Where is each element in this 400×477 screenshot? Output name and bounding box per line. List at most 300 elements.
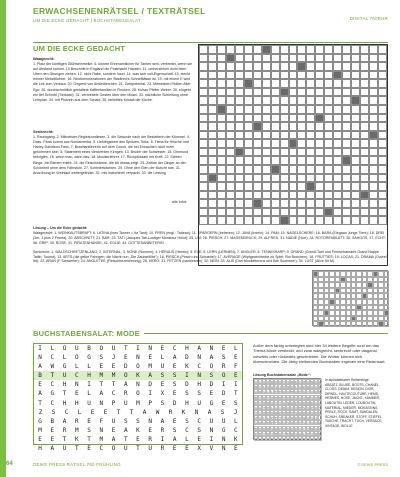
word-search-cell: C xyxy=(197,363,201,371)
crossword-cell xyxy=(217,216,226,225)
word-search-cell: G xyxy=(50,390,55,398)
word-search-cell: S xyxy=(185,390,189,398)
crossword-cell xyxy=(199,71,208,80)
word-search-cell: M xyxy=(136,399,140,407)
crossword-cell xyxy=(306,62,315,71)
mini-grid-cell: S xyxy=(271,427,273,431)
crossword-cell xyxy=(378,114,387,123)
mini-grid-cell: E xyxy=(295,381,297,384)
crossword-cell xyxy=(226,165,235,174)
word-search-cell: L xyxy=(62,354,67,362)
word-search-cell: E xyxy=(172,390,177,398)
word-search-cell: V xyxy=(209,445,214,453)
crossword-cell xyxy=(360,191,369,200)
mini-grid-cell: T xyxy=(279,417,281,421)
crossword-cell xyxy=(280,131,289,140)
crossword-cell xyxy=(271,199,280,208)
word-search-cell: N xyxy=(194,408,199,416)
word-search-cell: O xyxy=(136,390,140,398)
crossword-cell xyxy=(351,148,360,157)
down-heading: Senkrecht: xyxy=(33,129,54,134)
mini-grid-cell: J xyxy=(315,417,317,421)
crossword-cell xyxy=(244,156,253,165)
crossword-cell xyxy=(244,191,253,200)
crossword-cell xyxy=(297,199,306,208)
crossword-cell xyxy=(360,216,369,225)
mini-grid-cell: U xyxy=(291,437,293,441)
crossword-cell xyxy=(226,54,235,63)
mini-grid-cell: E xyxy=(319,386,321,390)
crossword-cell xyxy=(360,122,369,131)
crossword-cell xyxy=(217,62,226,71)
word-search-cell: P xyxy=(148,399,153,407)
mini-grid-cell: D xyxy=(283,391,285,395)
word-search-row xyxy=(34,344,242,353)
word-search-cell: A xyxy=(172,435,177,443)
mini-grid-cell: T xyxy=(283,381,285,384)
mini-grid-cell: F xyxy=(319,391,321,395)
crossword-cell xyxy=(235,174,244,183)
crossword-cell xyxy=(271,182,280,191)
word-search-cell: A xyxy=(142,408,147,416)
crossword-cell xyxy=(262,54,271,63)
crossword-cell xyxy=(244,71,253,80)
mini-grid-cell: E xyxy=(299,406,301,410)
crossword-cell xyxy=(342,71,351,80)
word-search-cell: T xyxy=(62,390,67,398)
mini-grid-cell: L xyxy=(271,391,273,395)
crossword-cell xyxy=(360,105,369,114)
crossword-cell xyxy=(342,54,351,63)
crossword-cell xyxy=(235,165,244,174)
crossword-cell xyxy=(226,96,235,105)
mini-grid-cell: N xyxy=(315,432,317,436)
word-search-cell: E xyxy=(123,354,128,362)
word-search-cell: A xyxy=(148,372,153,380)
word-search-cell: U xyxy=(62,372,67,380)
word-search-cell: S xyxy=(123,417,128,425)
mini-grid-cell: T xyxy=(319,406,321,410)
crossword-cell xyxy=(208,114,217,123)
puzzle1-title-box xyxy=(33,44,200,54)
word-search-cell: I xyxy=(38,345,42,352)
mini-grid-cell: E xyxy=(279,391,281,395)
mini-grid-cell: T xyxy=(283,432,285,436)
mini-grid-cell: C xyxy=(267,396,269,400)
word-search-cell: H xyxy=(197,381,201,389)
word-search-cell: N xyxy=(197,354,201,362)
crossword-cell xyxy=(369,96,378,105)
crossword-cell xyxy=(369,148,378,157)
crossword-cell xyxy=(297,88,306,97)
mini-grid-cell: E xyxy=(283,386,285,390)
crossword-cell xyxy=(324,199,333,208)
crossword-cell xyxy=(199,114,208,123)
crossword-cell xyxy=(297,62,306,71)
crossword-cell xyxy=(297,71,306,80)
word-search-cell: B xyxy=(87,345,91,352)
mini-grid-cell: H xyxy=(263,401,265,405)
crossword-cell xyxy=(378,71,387,80)
crossword-cell xyxy=(342,62,351,71)
mini-grid-cell: T xyxy=(255,412,257,415)
crossword-cell xyxy=(342,96,351,105)
crossword-cell xyxy=(369,191,378,200)
crossword-cell xyxy=(333,216,342,225)
crossword-cell xyxy=(369,105,378,114)
crossword-cell xyxy=(289,182,298,191)
mini-grid-cell: I xyxy=(291,406,293,410)
solution1-down: Senkrecht: 1. WALDSCHRETZENLANG; 2. INTERNAL; 3. NONE (Nonnen); 4. HERAUS (Herein); 5. EVE; 6. LERN (LERNEN); 7. ANGLER; 8. TENNISHARP; 9. GRAND (Grand-Tant und Fernsehansicht Grand Nappe Tatlin; Tourist); 13. ARTS (die gelbe Fehngen; die Nächt nun „Die Zauberflöte“); 16. PIRSCH (Pirsch und Schuebel); 17. AVERAGE (Wipfgewichtedre zu Spiel; Rot Brotchen); 18. FRUTTIES; 19. LOCAS; 21. DRAMA (Ouvrel Ibt); 22. ARAN (F Schwerter); 24. ANGLETEE (Fleischbezeichnung); 28. HERO; 31. FETZEN (nachletzen); 32. NEIN; 33. ALIS (Drei Musketierens und Bär Summeer); 34. LUST (Alice für M) xyxy=(33,249,387,264)
word-search-row xyxy=(34,426,242,435)
word-search-cell: A xyxy=(209,354,214,362)
word-search-cell: L xyxy=(234,345,238,352)
page-footer xyxy=(0,460,400,472)
crossword-cell xyxy=(369,45,378,54)
crossword-cell xyxy=(235,131,244,140)
crossword-cell xyxy=(351,88,360,97)
mini-grid-cell: R xyxy=(283,406,285,410)
crossword-cell xyxy=(262,174,271,183)
word-search-cell: B xyxy=(50,417,55,425)
crossword-cell xyxy=(262,114,271,123)
puzzle1-title: UM DIE ECKE GEDACHT xyxy=(33,44,126,53)
crossword-cell xyxy=(315,165,324,174)
word-search-cell: I xyxy=(209,435,214,443)
word-search-cell: R xyxy=(123,390,128,398)
word-search-cell: N xyxy=(38,354,42,362)
crossword-cell xyxy=(208,174,217,183)
crossword-cell xyxy=(351,156,360,165)
word-search-cell: U xyxy=(111,345,116,352)
crossword-cell xyxy=(306,191,315,200)
mini-grid-cell: L xyxy=(259,381,261,384)
crossword-cell xyxy=(217,45,226,54)
crossword-cell xyxy=(217,208,226,217)
crossword-cell xyxy=(315,191,324,200)
crossword-cell xyxy=(262,131,271,140)
crossword-cell xyxy=(217,131,226,140)
mini-grid-cell: C xyxy=(299,381,301,384)
mini-grid-cell: M xyxy=(267,427,269,431)
crossword-cell xyxy=(306,216,315,225)
word-search-cell: J xyxy=(111,354,116,362)
crossword-cell xyxy=(208,165,217,174)
word-search-cell: X xyxy=(160,390,165,398)
crossword-cell xyxy=(199,182,208,191)
word-search-cell: G xyxy=(209,399,214,407)
word-search-cell: T xyxy=(123,435,128,443)
crossword-cell xyxy=(360,174,369,183)
crossword-cell xyxy=(235,156,244,165)
word-search-cell: C xyxy=(50,381,55,389)
crossword-cell xyxy=(351,71,360,80)
word-search-cell: U xyxy=(221,417,226,425)
crossword-cell xyxy=(351,165,360,174)
crossword-cell xyxy=(360,54,369,63)
mini-grid-cell: O xyxy=(311,391,313,395)
crossword-cell xyxy=(324,79,333,88)
mini-grid-cell: I xyxy=(303,396,305,400)
mini-grid-cell: U xyxy=(295,391,297,395)
puzzle2-title: BUCHSTABENSALAT: MODE xyxy=(33,329,140,338)
crossword-cell xyxy=(199,88,208,97)
crossword-cell xyxy=(199,216,208,225)
crossword-cell xyxy=(297,122,306,131)
crossword-cell xyxy=(342,148,351,157)
word-search-cell: O xyxy=(111,445,116,453)
word-search-cell: H xyxy=(87,372,91,380)
crossword-cell xyxy=(315,139,324,148)
crossword-cell xyxy=(306,45,315,54)
mini-grid-cell: E xyxy=(271,437,273,441)
crossword-cell xyxy=(369,79,378,88)
word-search-cell: N xyxy=(148,417,153,425)
word-search-cell: D xyxy=(172,399,177,407)
word-search-cell: E xyxy=(185,445,189,453)
mini-grid-cell: R xyxy=(263,427,265,431)
word-search-cell: L xyxy=(77,408,82,416)
mini-grid-cell: A xyxy=(307,417,309,421)
word-search-cell: H xyxy=(38,445,42,453)
mini-grid-cell: E xyxy=(291,427,293,431)
mini-grid-cell: E xyxy=(271,417,273,421)
footer-text: DEIKE PRESS RÄTSEL 760 FRÜHLING xyxy=(33,462,121,467)
crossword-cell xyxy=(315,156,324,165)
crossword-cell xyxy=(342,139,351,148)
word-search-cell: O xyxy=(75,354,79,362)
word-search-cell: O xyxy=(123,372,128,380)
crossword-cell xyxy=(289,54,298,63)
mini-grid-cell: U xyxy=(279,422,281,426)
crossword-cell xyxy=(333,165,342,174)
crossword-cell xyxy=(244,216,253,225)
mini-grid-cell: S xyxy=(307,406,309,410)
mini-grid-cell: L xyxy=(271,406,273,410)
mini-grid-cell: J xyxy=(279,386,281,390)
page-number: 64 xyxy=(6,461,13,467)
mini-grid-cell: D xyxy=(315,406,317,410)
mini-grid-cell: E xyxy=(259,432,261,436)
crossword-cell xyxy=(306,148,315,157)
mini-grid-cell: R xyxy=(295,427,297,431)
crossword-cell xyxy=(208,131,217,140)
crossword-cell xyxy=(253,148,262,157)
crossword-cell xyxy=(297,148,306,157)
word-search-cell: G xyxy=(62,363,67,371)
word-search-cell: R xyxy=(62,426,67,434)
mini-grid-cell: S xyxy=(259,417,261,421)
mini-grid-cell: E xyxy=(315,381,317,384)
word-search-cell: F xyxy=(234,363,238,371)
mini-grid-cell: D xyxy=(303,386,305,390)
crossword-cell xyxy=(253,88,262,97)
mini-grid-cell: E xyxy=(299,422,301,426)
crossword-cell xyxy=(271,114,280,123)
crossword-cell xyxy=(217,191,226,200)
mini-grid-cell: N xyxy=(307,386,309,390)
mini-grid-cell: E xyxy=(267,406,269,410)
word-search-cell: S xyxy=(99,354,104,362)
crossword-cell xyxy=(324,165,333,174)
mini-grid-cell: G xyxy=(311,412,313,415)
crossword-cell xyxy=(333,54,342,63)
word-search-cell: K xyxy=(136,426,140,434)
mini-grid-cell: C xyxy=(307,422,309,426)
crossword-cell xyxy=(378,96,387,105)
crossword-cell xyxy=(235,62,244,71)
word-search-cell: A xyxy=(207,408,212,416)
word-search-cell: S xyxy=(185,417,189,425)
crossword-cell xyxy=(289,114,298,123)
crossword-cell xyxy=(280,216,289,225)
crossword-cell xyxy=(217,105,226,114)
word-search-cell: U xyxy=(111,417,116,425)
word-search-cell: C xyxy=(234,426,238,434)
mini-grid-cell: U xyxy=(263,437,265,441)
crossword-cell xyxy=(360,165,369,174)
word-search-cell: O xyxy=(136,363,140,371)
crossword-cell xyxy=(244,148,253,157)
crossword-cell xyxy=(199,199,208,208)
mini-grid-cell: T xyxy=(275,401,277,405)
word-search-cell: E xyxy=(221,399,226,407)
crossword-cell xyxy=(289,191,298,200)
crossword-cell xyxy=(289,156,298,165)
mini-grid-cell: E xyxy=(299,391,301,395)
word-search-cell: S xyxy=(197,390,201,398)
word-search-cell: M xyxy=(38,426,42,434)
crossword-cell xyxy=(297,54,306,63)
word-search-cell: S xyxy=(136,417,140,425)
word-search-cell: E xyxy=(172,445,177,453)
word-search-cell: E xyxy=(148,426,153,434)
crossword-cell xyxy=(253,45,262,54)
crossword-cell xyxy=(378,191,387,200)
mini-grid-cell: C xyxy=(259,412,261,415)
mini-grid-cell: S xyxy=(303,406,305,410)
mini-grid-cell: R xyxy=(295,437,297,441)
word-search-cell: D xyxy=(148,381,153,389)
word-search-cell: N xyxy=(209,345,214,352)
mini-grid-cell: K xyxy=(319,432,321,436)
word-search-cell: T xyxy=(75,445,79,453)
crossword-cell xyxy=(208,182,217,191)
crossword-cell xyxy=(253,122,262,131)
word-search-cell: J xyxy=(233,408,238,416)
word-search-cell: I xyxy=(160,435,165,443)
crossword-cell xyxy=(271,139,280,148)
crossword-cell xyxy=(378,199,387,208)
word-search-cell: U xyxy=(62,445,67,453)
word-search-cell: A xyxy=(38,363,42,371)
crossword-cell xyxy=(342,174,351,183)
crossword-cell xyxy=(315,208,324,217)
crossword-cell xyxy=(324,62,333,71)
crossword-cell xyxy=(289,165,298,174)
mini-grid-cell: L xyxy=(263,386,265,390)
crossword-cell xyxy=(342,79,351,88)
mini-grid-cell: M xyxy=(275,396,277,400)
mini-grid-cell: I xyxy=(315,401,317,405)
mini-grid-cell: L xyxy=(295,386,297,390)
crossword-cell xyxy=(244,174,253,183)
crossword-cell xyxy=(235,182,244,191)
crossword-cell xyxy=(315,79,324,88)
crossword-cell xyxy=(217,54,226,63)
word-search-row xyxy=(34,417,242,426)
word-search-cell: A xyxy=(99,390,104,398)
word-search-cell: N xyxy=(99,399,104,407)
word-search-cell: N xyxy=(209,426,214,434)
mini-grid-cell: R xyxy=(291,432,293,436)
mini-grid-cell: Z xyxy=(255,417,257,421)
word-search-cell: T xyxy=(129,408,134,416)
crossword-cell xyxy=(324,96,333,105)
crossword-cell xyxy=(289,62,298,71)
word-search-cell: E xyxy=(90,408,95,416)
mini-grid-cell: M xyxy=(255,427,257,431)
crossword-cell xyxy=(333,156,342,165)
crossword-cell xyxy=(306,114,315,123)
crossword-cell xyxy=(297,45,306,54)
puzzle2-title-box xyxy=(33,329,144,338)
crossword-cell xyxy=(315,122,324,131)
crossword-cell xyxy=(253,79,262,88)
word-search-cell: S xyxy=(197,426,201,434)
mini-grid-cell: U xyxy=(263,396,265,400)
crossword-cell xyxy=(289,139,298,148)
mini-grid-cell: M xyxy=(275,432,277,436)
mini-grid-cell: A xyxy=(299,386,301,390)
word-search-cell: T xyxy=(99,381,104,389)
crossword-cell xyxy=(315,105,324,114)
word-search-cell: D xyxy=(185,381,189,389)
word-search-row xyxy=(34,444,242,453)
crossword-cell xyxy=(306,139,315,148)
crossword-cell xyxy=(262,148,271,157)
crossword-cell xyxy=(280,45,289,54)
crossword-cell xyxy=(271,131,280,140)
mini-grid-cell: E xyxy=(287,432,289,436)
mini-grid-cell: R xyxy=(315,391,317,395)
mini-grid-cell: P xyxy=(291,412,293,415)
crossword-cell xyxy=(333,79,342,88)
crossword-cell xyxy=(226,208,235,217)
word-search-cell: I xyxy=(87,381,91,389)
mini-grid-cell: A xyxy=(299,432,301,436)
word-search-cell: C xyxy=(185,426,189,434)
crossword-cell xyxy=(378,174,387,183)
mini-grid-cell: N xyxy=(315,437,317,441)
crossword-cell xyxy=(369,62,378,71)
mini-grid-cell: O xyxy=(275,381,277,384)
crossword-cell xyxy=(280,156,289,165)
crossword-cell xyxy=(369,88,378,97)
crossword-cell xyxy=(369,182,378,191)
crossword-cell xyxy=(369,174,378,183)
crossword-cell xyxy=(333,148,342,157)
crossword-cell xyxy=(271,174,280,183)
puzzle2-instructions: Außer dem farbig unterlegten sind hier 34 weitere Begriffe rund um das Thema Mode versteckt, und zwar waagrecht, senkrecht oder diagonal, vorwärts oder rückwärts geschrieben. Die Wörter können sich überschneiden. Die übrig bleibenden Buchstaben ergeben eine Redensart. xyxy=(253,343,386,365)
crossword-cell xyxy=(199,191,208,200)
crossword-cell xyxy=(342,131,351,140)
word-search-cell: S xyxy=(220,408,225,416)
crossword-cell xyxy=(199,156,208,165)
word-search-cell: I xyxy=(221,381,226,389)
crossword-cell xyxy=(351,208,360,217)
crossword-cell xyxy=(244,182,253,191)
